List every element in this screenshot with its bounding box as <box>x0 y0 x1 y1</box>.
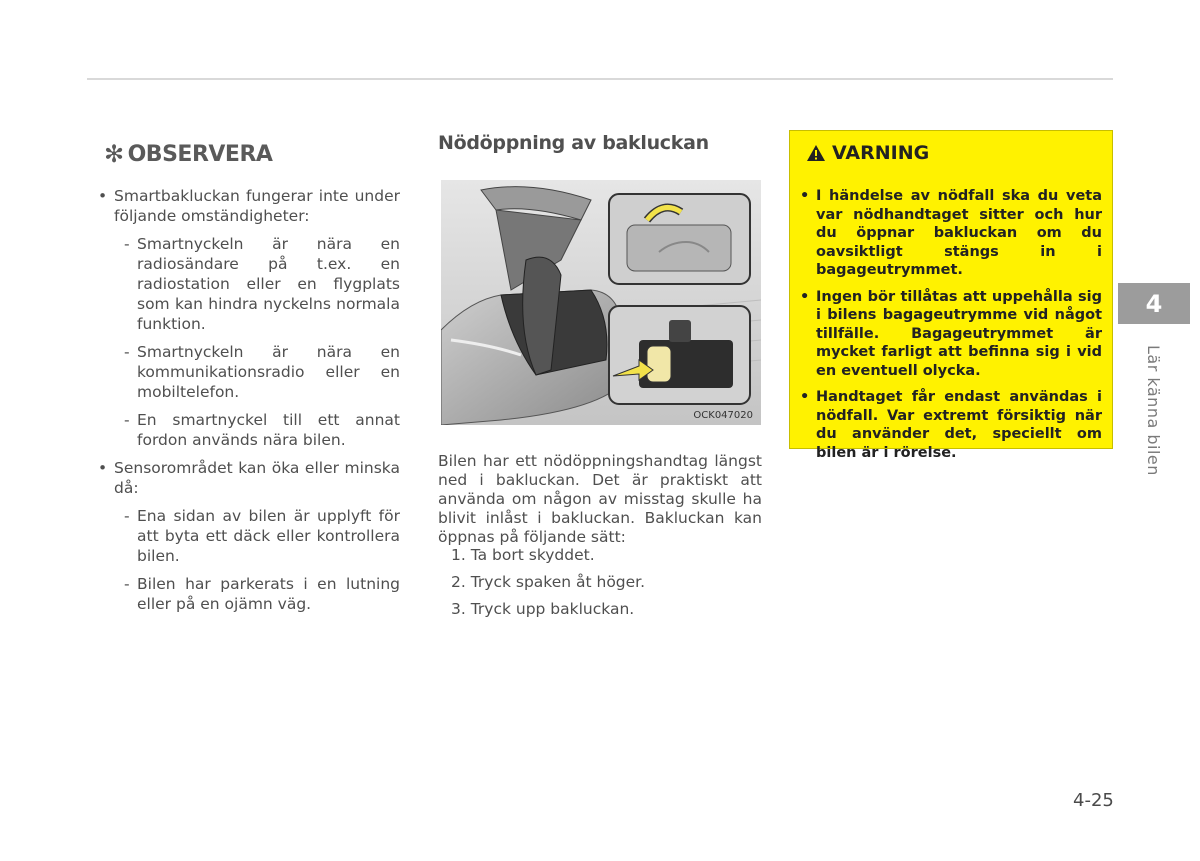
section-heading: Nödöppning av bakluckan <box>438 132 709 154</box>
warning-item: • Handtaget får endast användas i nödfall. Var extremt försiktig när du använder det, speciellt om bilen är i rörelse. <box>800 389 1102 461</box>
figure-code: OCK047020 <box>693 410 753 421</box>
step-item: 1. Ta bort skyddet. <box>451 546 595 564</box>
car-trunk-drawing <box>441 180 761 425</box>
sub-list-item: - Ena sidan av bilen är upplyft för att byta ett däck eller kontrollera bilen. <box>124 507 400 565</box>
chapter-label: Lär känna bilen <box>1144 345 1163 476</box>
step-item: 3. Tryck upp bakluckan. <box>451 600 635 618</box>
observera-title: OBSERVERA <box>127 141 273 167</box>
observera-list <box>98 186 400 622</box>
warning-heading <box>806 142 929 164</box>
steps-list <box>451 546 645 627</box>
warning-item: • Ingen bör tillåtas att uppehålla sig i bilens bagageutrymme vid något tillfälle. Bagageutrymmet är mycket farligt att befinna sig i vid en eventuell olycka. <box>800 288 1102 379</box>
warning-title: VARNING <box>832 142 930 164</box>
top-divider <box>87 78 1113 80</box>
asterisk-icon: ✻ <box>104 140 124 168</box>
warning-box <box>789 130 1113 461</box>
list-item: • Sensorområdet kan öka eller minska då: <box>98 459 400 497</box>
chapter-tab: 4 <box>1118 283 1190 324</box>
section-body: Bilen har ett nödöppningshandtag längst ned i bakluckan. Det är praktiskt att använda om någon av misstag skulle ha blivit inlåst i bakluckan. Bakluckan kan öppnas på följande sätt: <box>438 452 762 546</box>
warning-item: • I händelse av nödfall ska du veta var nödhandtaget sitter och hur du öppnar bakluckan om du oavsiktligt stängs in i bagageutrymmet. <box>800 188 1102 278</box>
sub-list-item: - Smartnyckeln är nära en radiosändare på t.ex. en radiostation eller en flygplats som kan hindra nyckelns normala funktion. <box>124 235 400 333</box>
sub-list-item: - Smartnyckeln är nära en kommunikationsradio eller en mobiltelefon. <box>124 343 400 401</box>
step-item: 2. Tryck spaken åt höger. <box>451 573 646 591</box>
sub-list-item: - En smartnyckel till ett annat fordon används nära bilen. <box>124 411 400 449</box>
trunk-illustration <box>441 180 761 425</box>
sub-list-item: - Bilen har parkerats i en lutning eller på en ojämn väg. <box>124 575 400 613</box>
list-item: • Smartbakluckan fungerar inte under följande omständigheter: <box>98 187 400 225</box>
page-number: 4-25 <box>1073 790 1114 811</box>
warning-list <box>800 187 1102 470</box>
observera-heading <box>104 140 272 168</box>
warning-triangle-icon <box>806 144 826 162</box>
